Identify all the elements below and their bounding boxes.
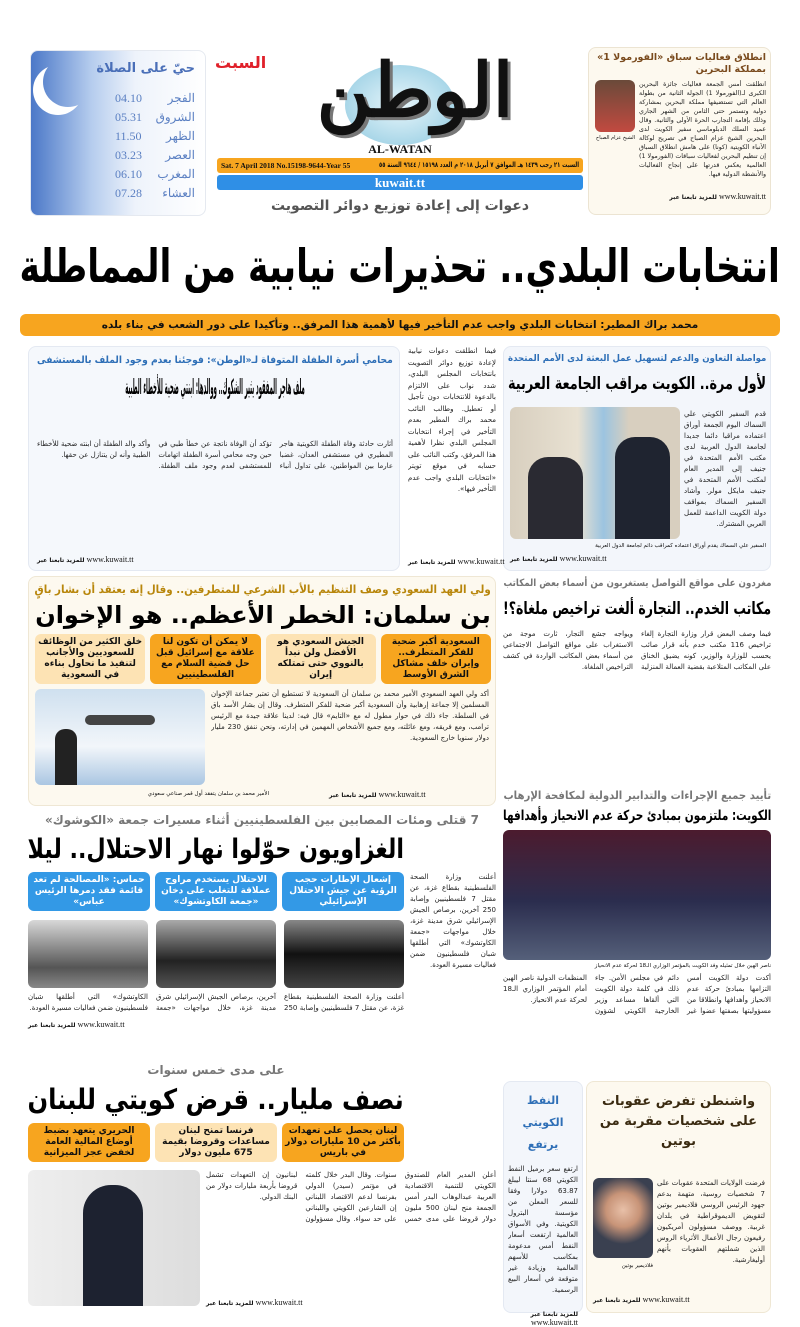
maids-kicker-wrap <box>503 577 771 591</box>
date-bar <box>217 158 583 173</box>
salman-headline: بن سلمان: الخطر الأعظم.. هو الإخوان <box>35 601 491 629</box>
maids-headline-wrap <box>503 597 771 621</box>
salman-story <box>28 576 496 806</box>
lebanon-kicker: على مدى خمس سنوات <box>147 1063 285 1077</box>
arab-headline: لأول مرة.. الكويت مراقب الجامعة العربية <box>507 374 767 394</box>
prayer-name: المغرب <box>157 167 195 181</box>
gaza-body: أعلنت وزارة الصحة الفلسطينية بقطاع غزة، عن مقتل 7 فلسطينيين وإصابة 250 آخرين، برصاص الجيش الإسرائيلي شرق مدينة غزة، خلال مواجهات «جمعة الكاوتشوك» التي أطلقها شبان فلسطينيون ضمن فعاليات مسيرة العودة. <box>410 873 496 969</box>
main-kicker-wrap <box>0 197 800 215</box>
salman-tag: السعودية أكبر ضحية للفكر المتطرف.. وإيران خلف مشاكل الشرق الأوسط <box>381 634 491 684</box>
prayer-name: الفجر <box>167 91 195 105</box>
prayer-row <box>115 127 195 146</box>
arab-league-story <box>503 346 771 571</box>
hajer-story <box>28 346 400 571</box>
prayer-row <box>115 146 195 165</box>
terror-caption: ناصر الهين خلال تمثيله وفد الكويت بالمؤتمر الوزاري الـ18 لحركة عدم الانحياز <box>594 963 771 969</box>
terror-photo <box>503 830 771 960</box>
oil-title: النفط الكويتي يرتفع <box>522 1094 564 1151</box>
prayer-row <box>115 108 195 127</box>
gaza-kicker: 7 قتلى ومئات المصابين بين الفلسطينيين أثناء مسيرات جمعة «الكوشوك» <box>45 813 479 827</box>
terror-body: أكدت دولة الكويت أمس التزامها بمبادئ حركة عدم الانحياز وأهدافها وانطلاقا من مسؤوليتها بصفتها عضوا غير دائم في مجلس الأمن. جاء ذلك في كلمة دولة الكويت التي ألقاها مساعد وزير الخارجية الكويتي لشؤون المنظمات الدولية ناصر الهين أمام المؤتمر الوزاري الـ18 لحركة عدم الانحياز. <box>503 974 771 1015</box>
prayer-title: حيّ على الصلاة <box>96 61 195 76</box>
site-link[interactable]: kuwait.tt <box>217 175 583 190</box>
maids-story <box>503 574 771 784</box>
salman-kicker-wrap <box>35 582 491 597</box>
more-link[interactable]: www.kuwait.tt للمزيد تابعنا عبر <box>593 1295 690 1304</box>
lebanon-kicker-wrap <box>28 1062 404 1079</box>
prayer-name: العصر <box>165 148 195 162</box>
lebanon-body: أعلن المدير العام للصندوق الكويتي للتنمية الاقتصادية العربية عبدالوهاب البدر أمس الجمعة منح لبنان 500 مليون دولار قروضا على مدى خمس سنوات. وقال البدر خلال كلمته في مؤتمر (سيدر) الدولي بفرنسا لدعم الاقتصاد اللبناني إن الشارعين الكويتي واللبناني على حد سواء. وقال مسؤولون لبنانيون إن التعهدات تشمل قروضا بأربعة مليارات دولار من البنك الدولي. <box>206 1171 496 1223</box>
arab-kicker-wrap <box>508 353 766 365</box>
terror-caption-wrap <box>503 962 771 970</box>
arab-headline-wrap <box>508 371 766 397</box>
main-story-body: فيما انطلقت دعوات نيابية لإعادة توزيع دوائر التصويت بانتخابات المجلس البلدي، شدد نواب على الالتزام بالدعوة للانتخابات دون تأجيل أو تعطيل. وطالب النائب محمد براك المطير بعدم التأخير في إجراء انتخابات المجلس البلدي نظرا لأهمية هذا المرفق، وكتب النائب على حسابه في موقع تويتر «انتخابات البلدي واجب عدم التأخير فيها». <box>408 347 496 493</box>
gaza-tag: إشعال الإطارات حجب الرؤية عن جيش الاحتلال الإسرائيلي <box>282 872 404 911</box>
lebanon-headline-wrap <box>28 1081 404 1119</box>
main-subhead-bar <box>20 314 780 336</box>
hajer-headline-wrap <box>37 373 393 431</box>
oil-story <box>503 1081 583 1327</box>
lebanon-tag: الحريري يتعهد بضبط أوضاع المالية العامة لخفض عجز الميزانية <box>28 1123 150 1162</box>
terror-kicker: تأييد جميع الإجراءات والتدابير الدولية لمكافحة الإرهاب <box>503 789 771 802</box>
prayer-name: الشروق <box>155 110 195 124</box>
salman-headline-wrap <box>35 599 491 631</box>
maids-kicker: مغردون على مواقع التواصل يستغربون من أسماء بعض المكاتب <box>503 578 771 589</box>
putin-body: فرضت الولايات المتحدة عقوبات على 7 شخصيات روسية، متهمة بدعم جهود الرئيس الروسي فلاديمير بوتين لتقويض الديموقراطية في بلدان غربية. ووصف مسؤولون أمريكيون رفيعون رجال الأعمال الأثرياء الروس الذين شملتهم العقوبات بأنهم أوليغارشية. <box>657 1179 765 1264</box>
main-headline: انتخابات البلدي.. تحذيرات نيابية من المماطلة <box>19 239 781 293</box>
gaza-story <box>28 812 496 1037</box>
gaza-tag: حماس: «المصالحة لم تعد قائمة فقد دمرها الرئيس عباس» <box>28 872 150 911</box>
arab-kicker: مواصلة التعاون والدعم لتسهيل عمل البعثة لدى الأمم المتحدة <box>507 354 767 364</box>
prayer-name: العشاء <box>162 186 195 200</box>
prayer-time: 11.50 <box>115 129 142 143</box>
lebanon-photo <box>28 1170 200 1306</box>
hajer-kicker: محامي أسرة الطفلة المتوفاة لـ«الوطن»: فوجئنا بعدم وجود الملف بالمستشفى <box>37 355 393 366</box>
gaza-tags <box>28 872 404 911</box>
lebanon-tags <box>28 1123 404 1162</box>
arab-photo <box>510 407 680 539</box>
lebanon-tag: فرنسا تمنح لبنان مساعدات وقروضا بقيمة 675 مليون دولار <box>155 1123 277 1162</box>
gaza-kicker-wrap <box>28 812 496 829</box>
prayer-row <box>115 89 195 108</box>
prayer-time: 06.10 <box>115 167 142 181</box>
more-link[interactable]: www.kuwait.tt للمزيد تابعنا عبر <box>408 557 505 566</box>
more-link[interactable]: www.kuwait.tt للمزيد تابعنا عبر <box>329 790 426 799</box>
date-ar-wrap <box>379 158 579 173</box>
salman-tag: خلق الكثير من الوظائف للسعوديين والأجانب لتنفيذ ما نحاول بناءه في السعودية <box>35 634 145 684</box>
salman-kicker: ولي العهد السعودي وصف التنظيم بالأب الشرعي للمتطرفين.. وقال إنه يعتقد أن بشار باقٍ <box>34 583 492 596</box>
f1-caption: الشيخ عزام الصباح <box>595 135 635 141</box>
prayer-time: 05.31 <box>115 110 142 124</box>
maids-headline: مكاتب الخدم.. التجارة ألغت تراخيص ملغاة؟! <box>502 599 772 619</box>
arab-caption-wrap <box>510 542 766 550</box>
putin-caption: فلاديمير بوتين <box>621 1263 653 1269</box>
gaza-photo-3 <box>284 920 404 988</box>
more-link[interactable]: www.kuwait.tt للمزيد تابعنا عبر <box>669 192 766 201</box>
putin-title: واشنطن تفرض عقوبات على شخصيات مقربة من بوتين <box>599 1094 758 1149</box>
logo: الوطن <box>316 48 514 134</box>
prayer-time: 03.23 <box>115 148 142 162</box>
hajer-kicker-wrap <box>37 354 393 368</box>
gaza-photo-1 <box>28 920 148 988</box>
gaza-photo-2 <box>156 920 276 988</box>
gaza-headline-wrap <box>28 832 404 868</box>
main-kicker: دعوات إلى إعادة توزيع دوائر التصويت <box>270 198 530 214</box>
main-headline-wrap <box>20 226 780 306</box>
putin-story <box>586 1081 771 1313</box>
arab-body: قدم السفير الكويتي علي السماك اليوم الجمعة أوراق اعتماده مراقبا دائما جديدا لجامعة الدول العربية لدى مكتب الأمم المتحدة في جنيف إلى المدير العام لمكتب الأمم المتحدة في جنيف مايكل مولر. وأشاد السفير السماك بمواقف دولة الكويت الداعمة للعمل العربي المشترك. <box>684 410 766 528</box>
gaza-tag: الاحتلال يستخدم مراوح عملاقة للتغلب على دخان «جمعة الكاوتشوك» <box>155 872 277 911</box>
gaza-body-cont: أعلنت وزارة الصحة الفلسطينية بقطاع غزة، عن مقتل 7 فلسطينيين وإصابة 250 آخرين، برصاص الجيش الإسرائيلي شرق مدينة غزة، خلال مواجهات «جمعة الكاوتشوك» التي أطلقها شبان فلسطينيون ضمن فعاليات مسيرة العودة. <box>28 993 404 1012</box>
salman-body: أكد ولي العهد السعودي الأمير محمد بن سلمان أن السعودية لا تستطيع أن تعتبر جماعة الإخوان المسلمين إلا جماعة إرهابية وأن السعودية أكبر ضحية للفكر المتطرف. وقال إن بشار الأسد باق في السلطة. جاء ذلك في حوار مطول له مع «التايم» قال فيه: لدينا علاقة جيدة مع الرئيس ترامب، ومع فريقه، ومع عائلته، ومع جميع الأشخاص المهمين في إدارته، ونحن ننفق 230 مليار دولار سنويا خارج السعودية. <box>211 690 489 742</box>
date-en: Sat. 7 April 2018 No.15198-9644-Year 55 <box>221 161 351 170</box>
date-ar: السبت ٢١ رجب ١٤٣٩ هـ الموافق ٧ أبريل ٢٠١٨ م العدد ١٥١٩٨ / ٩٦٤٤ السنة ٥٥ <box>379 161 579 169</box>
moon-icon <box>43 57 93 107</box>
salman-caption: الأمير محمد بن سلمان يتفقد أول قمر صناعي سعودي <box>147 791 269 797</box>
more-link[interactable]: للمزيد تابعنا عبر www.kuwait.tt <box>530 1311 578 1327</box>
salman-tag: لا يمكن أن تكون لنا علاقة مع إسرائيل قبل حل قضية السلام مع الفلسطينيين <box>150 634 260 684</box>
terror-story <box>503 788 771 1038</box>
hajer-body: أثارت حادثة وفاة الطفلة الكويتية هاجر المطيري في مستشفى العدان، غضبا عارما بين المواطنين، على تداول أنباء تؤكد أن الوفاة ناتجة عن خطأ طبي في حين وجه محامي أسرة الطفلة اتهامات للمستشفى لعدم وجود ملف الطفلة. وأكد والد الطفلة أن ابنته ضحية للأخطاء الطبية وأنه لن يتنازل عن حقها. <box>37 440 393 470</box>
salman-tag: الجيش السعودي هو الأفضل ولن نبدأ بالنووي حتى تمتلكه إيران <box>266 634 376 684</box>
date-en-wrap <box>221 158 371 173</box>
lebanon-headline: نصف مليار.. قرض كويتي للبنان <box>27 1083 405 1116</box>
f1-body: انطلقت أمس الجمعة فعاليات جائزة البحرين الكبرى لـ(الفورمولا 1) الجولة الثانية من بطولة العالم التي تستضيفها مملكة البحرين بمشاركة دولية وتستمر حتى الثامن من الشهر الجاري وذلك بإقامة التجارب الحرة الأولى والثانية. وقال عميد السلك الدبلوماسي سفير الكويت لدى البحرين الشيخ عزام الصباح في تصريح لوكالة الأنباء الكويتية (كونا) على هامش انطلاق السباق إن تنظيم البحرين لفعاليات سباقات (الفورمولا 1) العالمية يعكس قدرتها على إنجاح الفعاليات والأنشطة الدولية فيها. <box>639 81 766 178</box>
lebanon-tag: لبنان يحصل على تعهدات بأكثر من 10 مليارات دولار في باريس <box>282 1123 404 1162</box>
more-link[interactable]: www.kuwait.tt للمزيد تابعنا عبر <box>28 1020 125 1029</box>
terror-headline: الكويت: ملتزمون بمبادئ حركة عدم الانحياز وأهدافها <box>502 808 772 824</box>
prayer-name: الظهر <box>166 129 195 143</box>
more-link[interactable]: www.kuwait.tt للمزيد تابعنا عبر <box>37 555 134 564</box>
main-subhead: محمد براك المطير: انتخابات البلدي واجب عدم التأخير فيها لأهمية هذا المرفق.. وتأكيدا على دور الشعب في بناء بلده <box>101 319 699 331</box>
prayer-list <box>115 89 195 203</box>
oil-body: ارتفع سعر برميل النفط الكويتي 68 سنتا ليبلغ 63.87 دولارا وفقا للسعر المعلن من مؤسسة البترول الكويتية. وفي الأسواق العالمية ارتفعت أسعار النفط أمس مدعومة بمكاسب للأسهم العالمية وزيادة غير متوقعة في أسعار البيع الرسمية. <box>508 1165 578 1294</box>
terror-headline-wrap <box>503 806 771 826</box>
f1-title: انطلاق فعاليات سباق «الفورمولا 1» بمملكة البحرين <box>597 52 766 75</box>
more-link[interactable]: www.kuwait.tt للمزيد تابعنا عبر <box>510 554 607 563</box>
hajer-headline: ملف هاجر المفقود يثير الشكوك.. ووالدها: ابنتي ضحية للأخطاء الطبية <box>125 375 305 399</box>
prayer-row <box>115 165 195 184</box>
prayer-times-box <box>30 50 206 216</box>
latin-name: AL-WATAN <box>368 142 432 156</box>
terror-kicker-wrap <box>503 788 771 803</box>
gaza-headline: الغزاويون حوّلوا نهار الاحتلال.. ليلا <box>27 834 405 865</box>
day-label: السبت <box>215 53 267 72</box>
masthead <box>215 45 585 215</box>
f1-photo <box>595 80 635 132</box>
arab-caption: السفير علي السماك يقدم أوراق اعتماده كمراقب دائم لجامعة الدول العربية <box>595 543 766 549</box>
more-link[interactable]: www.kuwait.tt للمزيد تابعنا عبر <box>206 1298 303 1307</box>
salman-tags <box>35 634 491 684</box>
f1-story <box>588 47 771 215</box>
salman-photo <box>35 689 205 785</box>
putin-photo <box>593 1178 653 1258</box>
lebanon-story <box>28 1062 496 1314</box>
prayer-time: 07.28 <box>115 186 142 200</box>
prayer-time: 04.10 <box>115 91 142 105</box>
maids-body: فيما وصف البعض قرار وزارة التجارة إلغاء تراخيص 116 مكتب خدم بأنه قرار صائب يحسب للوزارة والوزير، كونه يضيق الخناق على المكاتب المتلاعبة بقضية العمالة المنزلية ويواجه جشع التجار، ثارت موجة من الاستغراب على مواقع التواصل الاجتماعي من أسماء بعض المكاتب الواردة في كشف التراخيص الملغاة. <box>503 630 771 671</box>
